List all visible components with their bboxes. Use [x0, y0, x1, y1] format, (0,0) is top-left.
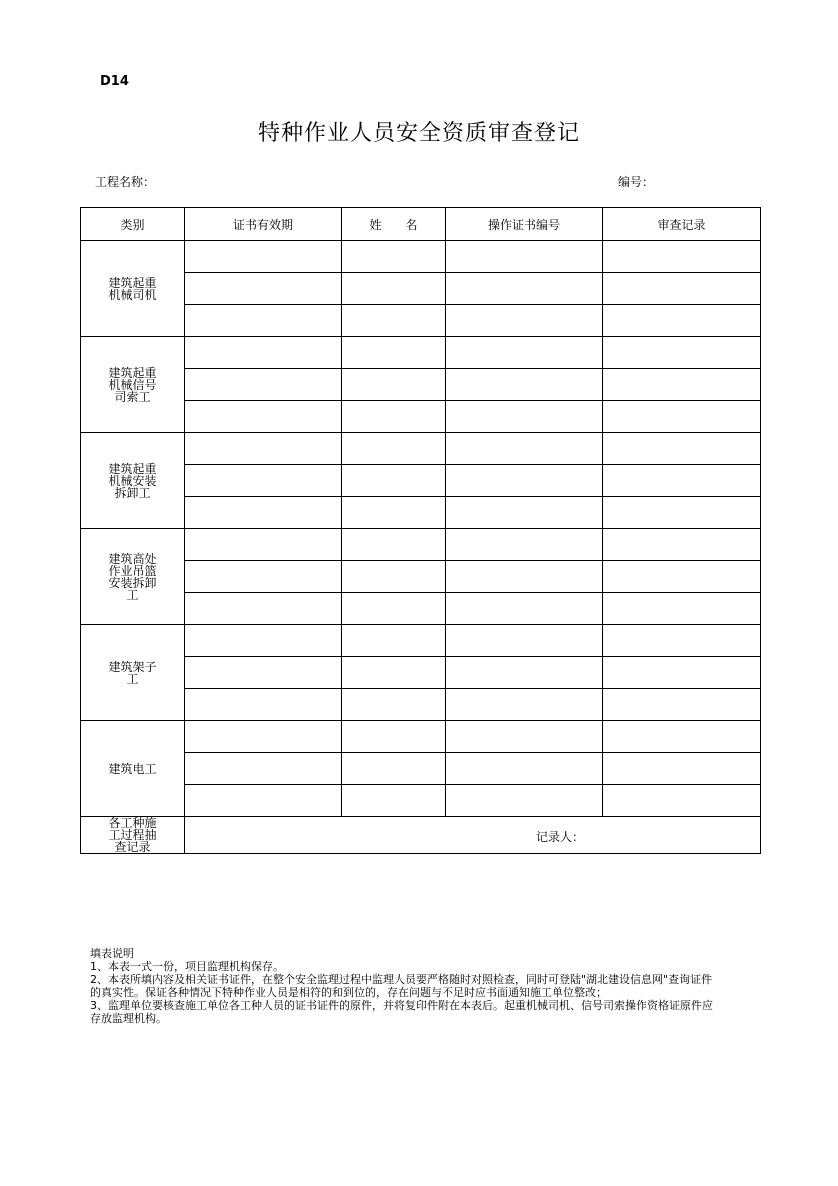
validity-cell[interactable]: [185, 625, 342, 657]
table-row: [81, 625, 761, 657]
name-cell[interactable]: [342, 689, 446, 721]
cert-number-cell[interactable]: [446, 241, 603, 273]
sample-category-cell: [81, 817, 185, 854]
cert-number-cell[interactable]: [446, 497, 603, 529]
sample-check-label: 各工种施工过程抽查记录: [108, 816, 157, 854]
review-cell[interactable]: [603, 241, 761, 273]
category-cell: [81, 721, 185, 817]
name-cell[interactable]: [342, 465, 446, 497]
table-row: [81, 721, 761, 753]
review-cell[interactable]: [603, 369, 761, 401]
form-id: D14: [100, 74, 129, 89]
sample-check-row: [81, 817, 761, 854]
note-item: 2、本表所填内容及相关证书证件，在整个安全监理过程中监理人员要严格随时对照检查，同时可登陆"湖北建设信息网"查询证件的真实性。保证各种情况下特种作业人员是相符的和到位的，存在问题与不足时应书面通知施工单位整改；: [90, 973, 713, 999]
table-row: [81, 241, 761, 273]
validity-cell[interactable]: [185, 433, 342, 465]
category-label: 建筑架子工: [108, 659, 157, 686]
name-cell[interactable]: [342, 529, 446, 561]
review-cell[interactable]: [603, 657, 761, 689]
name-cell[interactable]: [342, 721, 446, 753]
validity-cell[interactable]: [185, 497, 342, 529]
name-cell[interactable]: [342, 241, 446, 273]
cert-number-cell[interactable]: [446, 465, 603, 497]
review-cell[interactable]: [603, 593, 761, 625]
name-cell[interactable]: [342, 785, 446, 817]
validity-cell[interactable]: [185, 593, 342, 625]
validity-cell[interactable]: [185, 369, 342, 401]
review-cell[interactable]: [603, 753, 761, 785]
validity-cell[interactable]: [185, 753, 342, 785]
cert-number-cell[interactable]: [446, 337, 603, 369]
cert-number-cell[interactable]: [446, 657, 603, 689]
category-label: 建筑起重机械信号司索工: [108, 365, 157, 404]
review-cell[interactable]: [603, 337, 761, 369]
cert-number-cell[interactable]: [446, 689, 603, 721]
cert-number-cell[interactable]: [446, 273, 603, 305]
validity-cell[interactable]: [185, 721, 342, 753]
name-cell[interactable]: [342, 497, 446, 529]
table-row: [81, 529, 761, 561]
validity-cell[interactable]: [185, 465, 342, 497]
name-cell[interactable]: [342, 753, 446, 785]
name-cell[interactable]: [342, 593, 446, 625]
validity-cell[interactable]: [185, 273, 342, 305]
page-title: 特种作业人员安全资质审查登记: [257, 121, 580, 146]
table-header-row: [81, 208, 761, 241]
validity-cell[interactable]: [185, 241, 342, 273]
review-cell[interactable]: [603, 689, 761, 721]
review-cell[interactable]: [603, 497, 761, 529]
category-label: 建筑高处作业吊篮安装拆卸工: [108, 551, 157, 602]
validity-cell[interactable]: [185, 657, 342, 689]
cert-number-cell[interactable]: [446, 433, 603, 465]
header-cert-number: 操作证书编号: [446, 208, 603, 241]
category-label: 建筑电工: [108, 761, 157, 776]
name-cell[interactable]: [342, 561, 446, 593]
sample-record-cell[interactable]: [185, 817, 761, 854]
review-cell[interactable]: [603, 273, 761, 305]
cert-number-cell[interactable]: [446, 721, 603, 753]
category-label: 建筑起重机械安装拆卸工: [108, 461, 157, 500]
name-cell[interactable]: [342, 625, 446, 657]
notes-title: 填表说明: [90, 947, 134, 960]
review-cell[interactable]: [603, 465, 761, 497]
cert-number-cell[interactable]: [446, 529, 603, 561]
name-cell[interactable]: [342, 657, 446, 689]
qualification-table: [80, 207, 761, 854]
category-cell: [81, 337, 185, 433]
cert-number-cell[interactable]: [446, 561, 603, 593]
review-cell[interactable]: [603, 785, 761, 817]
review-cell[interactable]: [603, 561, 761, 593]
category-cell: [81, 241, 185, 337]
category-label: 建筑起重机械司机: [108, 275, 157, 302]
validity-cell[interactable]: [185, 689, 342, 721]
review-cell[interactable]: [603, 721, 761, 753]
project-name-label: 工程名称：: [95, 175, 156, 189]
category-cell: [81, 529, 185, 625]
name-cell[interactable]: [342, 337, 446, 369]
recorder-label: 记录人：: [535, 830, 584, 844]
cert-number-cell[interactable]: [446, 369, 603, 401]
cert-number-cell[interactable]: [446, 625, 603, 657]
validity-cell[interactable]: [185, 529, 342, 561]
cert-number-cell[interactable]: [446, 753, 603, 785]
header-category: 类别: [81, 208, 185, 241]
number-label: 编号：: [618, 175, 655, 189]
fill-instructions: [90, 947, 720, 1025]
category-cell: [81, 433, 185, 529]
cert-number-cell[interactable]: [446, 401, 603, 433]
validity-cell[interactable]: [185, 785, 342, 817]
review-cell[interactable]: [603, 625, 761, 657]
review-cell[interactable]: [603, 529, 761, 561]
validity-cell[interactable]: [185, 337, 342, 369]
name-cell[interactable]: [342, 369, 446, 401]
header-review-record: 审查记录: [603, 208, 761, 241]
note-item: 1、本表一式一份，项目监理机构保存。: [90, 960, 284, 973]
name-cell[interactable]: [342, 401, 446, 433]
cert-number-cell[interactable]: [446, 305, 603, 337]
cert-number-cell[interactable]: [446, 785, 603, 817]
validity-cell[interactable]: [185, 401, 342, 433]
validity-cell[interactable]: [185, 305, 342, 337]
note-item: 3、监理单位要核查施工单位各工种人员的证书证件的原件，并将复印件附在本表后。起重机械司机、信号司索操作资格证原件应存放监理机构。: [90, 999, 713, 1025]
header-name: 姓 名: [342, 208, 446, 241]
name-cell[interactable]: [342, 305, 446, 337]
name-cell[interactable]: [342, 433, 446, 465]
cert-number-cell[interactable]: [446, 593, 603, 625]
table-row: [81, 433, 761, 465]
table-row: [81, 337, 761, 369]
category-cell: [81, 625, 185, 721]
header-validity: 证书有效期: [185, 208, 342, 241]
review-cell[interactable]: [603, 433, 761, 465]
review-cell[interactable]: [603, 401, 761, 433]
name-cell[interactable]: [342, 273, 446, 305]
validity-cell[interactable]: [185, 561, 342, 593]
review-cell[interactable]: [603, 305, 761, 337]
